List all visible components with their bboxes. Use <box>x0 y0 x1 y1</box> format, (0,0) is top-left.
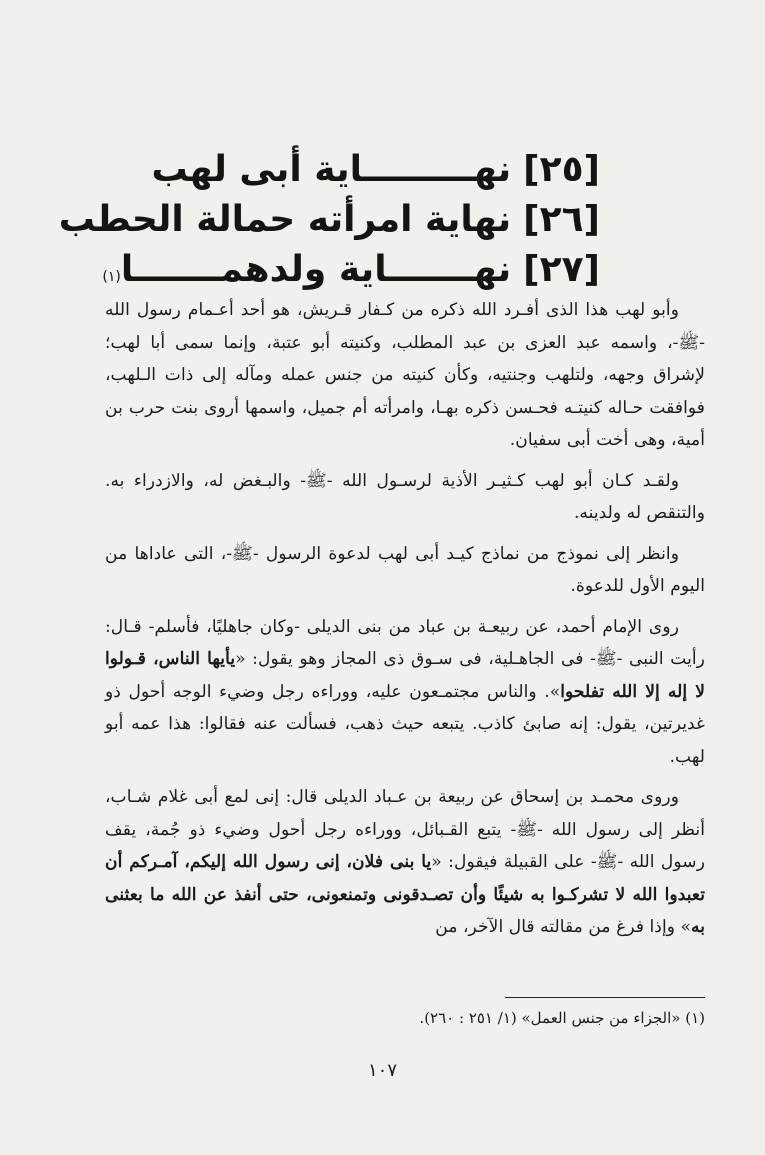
footnote-marker: (١) <box>102 269 121 285</box>
paragraph <box>105 781 705 944</box>
footnote-divider <box>505 997 705 998</box>
paragraph-text: ». والناس مجتمـعون عليه، ووراءه رجل وضيء الوجه أحول ذو غديرتين، يقول: إنه صابئ كاذب. يتبعه حيث ذهب، فسألت عنه فقالوا: هذا عمه أبو لهب. <box>105 681 705 767</box>
heading-number: [٢٥] <box>523 149 600 190</box>
paragraph: ولقـد كـان أبو لهب كـثيـر الأذية لرسـول الله -ﷺ- والبـغض له، والازدراء به. والتنقص له ولدينه. <box>105 470 705 523</box>
heading-number: [٢٧] <box>523 249 600 290</box>
heading-26 <box>58 195 600 245</box>
heading-title: نهـــــــاية ولدهمـــــــا <box>120 249 512 290</box>
paragraph: وأبو لهب هذا الذى أفـرد الله ذكره من كـفار قـريش، هو أحد أعـمام رسول الله -ﷺ-، واسمه عبد العزى بن عبد المطلب، وكنيته أبو عتبة، وإنما سمى أبا لهب؛ لإشراق وجهه، ولتلهب وجنتيه، وكأن كنيته من جنس عمله ومآله إلى ذات الـلهب، فوافقت حـاله كنيتـه فحـسن ذكره بهـا، وامرأته أم جميل، واسمها أروى بنت حرب بن أمية، وهى أخت أبى سفيان. <box>105 300 705 450</box>
chapter-headings <box>58 145 600 302</box>
hadith-quote: يا بنى فلان، إنى رسول الله إليكم، آمـركم أن تعبدوا الله لا تشركـوا به شيئًا وأن تصـدقونى وتمنعونى، حتى أنفذ عن الله ما بعثنى به <box>105 852 705 937</box>
paragraph-text: روى الإمام أحمد، عن ربيعـة بن عباد من بنى الديلى -وكان جاهليًا، فأسلم- قـال: رأيت النبى -ﷺ- فى الجاهـلية، فى سـوق ذى المجاز وهو يقول: « <box>105 616 705 669</box>
paragraph <box>105 611 705 774</box>
hadith-quote: يأيها الناس، قـولوا لا إله إلا الله تفلحوا <box>105 649 705 702</box>
footnote: (١) «الجزاء من جنس العمل» (١/ ٢٥١ : ٢٦٠). <box>419 1009 705 1027</box>
heading-number: [٢٦] <box>523 199 600 240</box>
page-number: ١٠٧ <box>367 1060 397 1081</box>
heading-title: نهاية امرأته حمالة الحطب <box>58 199 512 240</box>
heading-25 <box>150 145 600 195</box>
paragraph: وانظر إلى نموذج من نماذج كيـد أبى لهب لدعوة الرسول -ﷺ-، التى عاداها من اليوم الأول للدعوة. <box>105 543 705 596</box>
body-text <box>105 294 705 952</box>
heading-title: نهـــــــــاية أبى لهب <box>151 149 512 190</box>
paragraph-text: وروى محمـد بن إسحاق عن ربيعة بن عـباد الديلى قال: إنى لمع أبى غلام شـاب، أنظر إلى رسول الله -ﷺ- يتبع القـبائل، ووراءه رجل أحول وضيء ذو جُمة، يقف رسول الله -ﷺ- على القبيلة فيقول: « <box>105 787 705 872</box>
paragraph-text: » وإذا فرغ من مقالته قال الآخر، من <box>435 917 691 937</box>
